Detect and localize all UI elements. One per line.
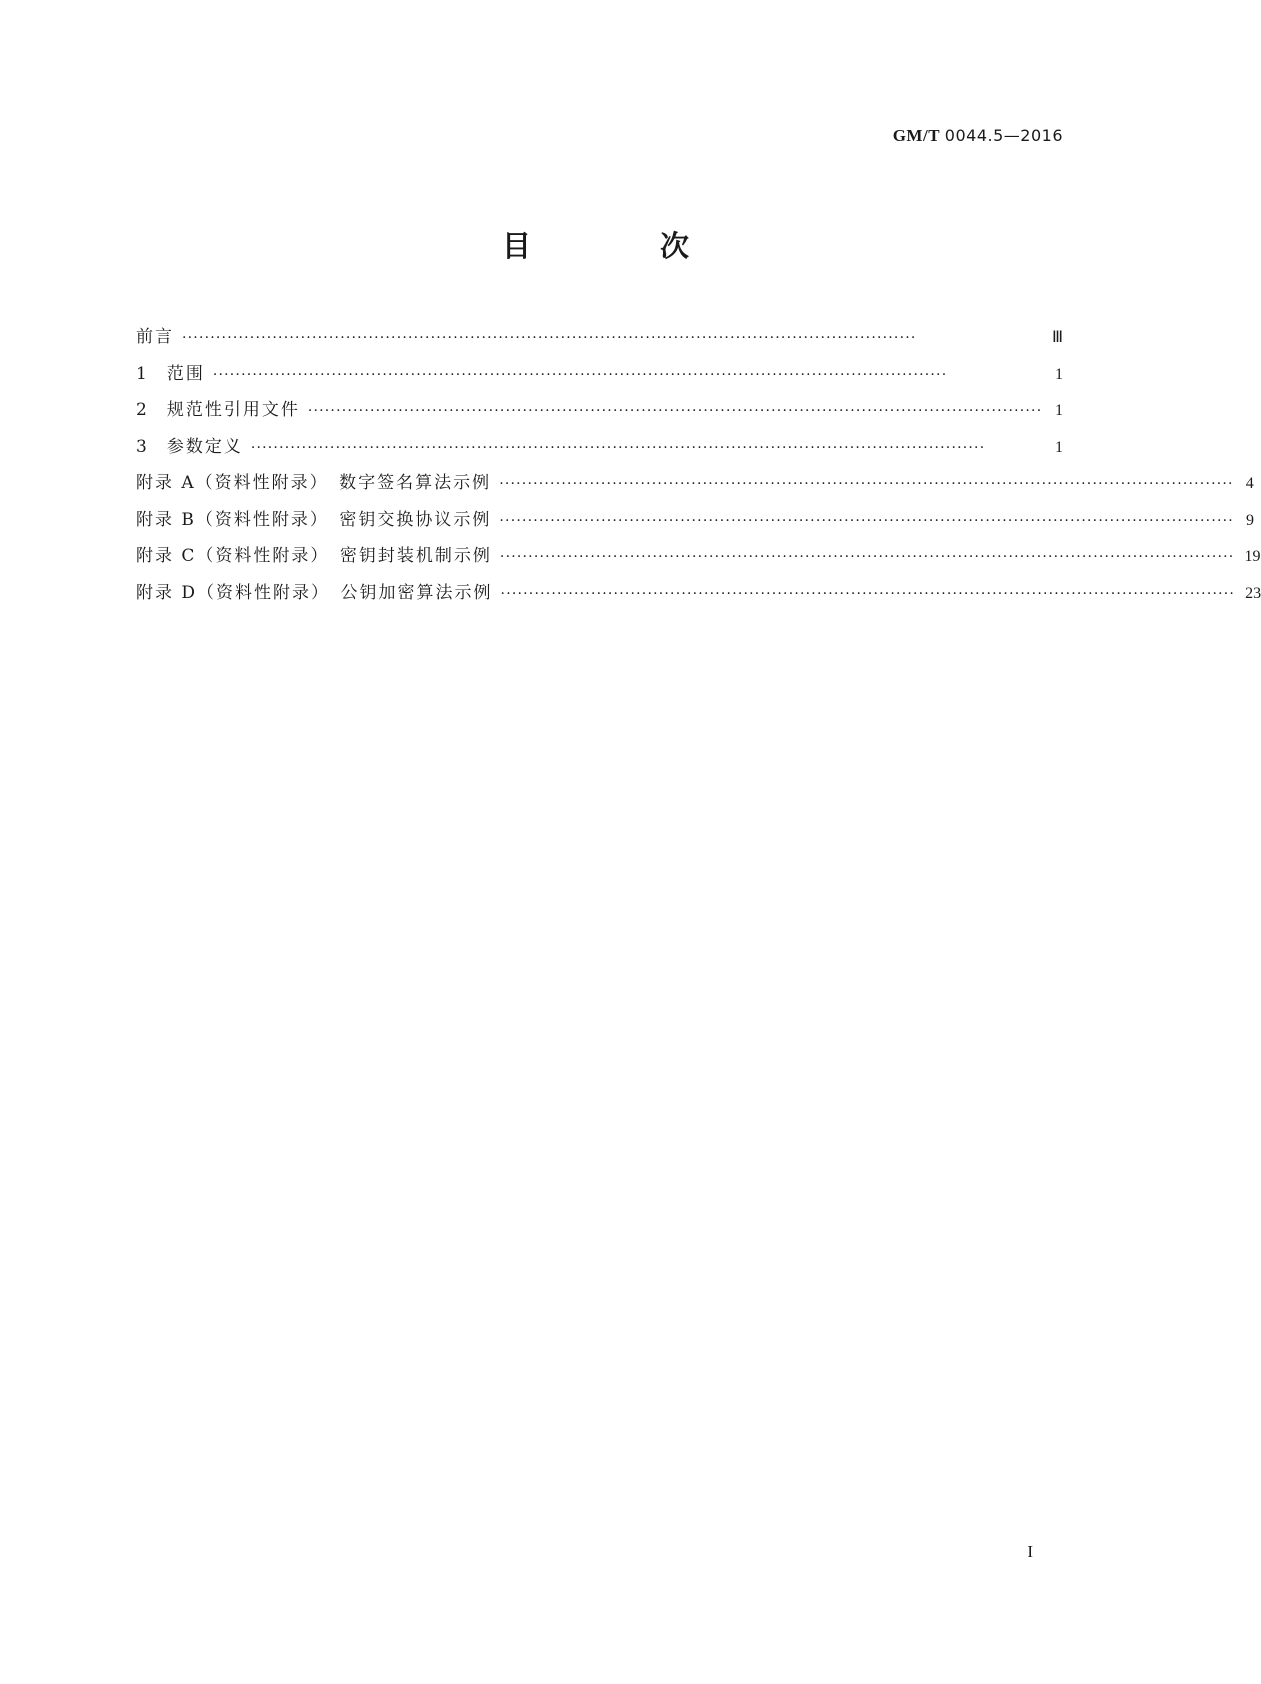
dot-leader: ·································································································································· [212,366,948,383]
standard-number [893,126,1063,146]
toc-entry-appendix-a[interactable] [136,468,1254,505]
toc-entry-label: 前言 [136,327,174,347]
dot-leader: ·································································································································· [500,585,1236,602]
toc-entry-scope[interactable] [136,359,1063,396]
toc-entry-page: 23 [1245,584,1261,602]
dot-leader: ·································································································································· [499,512,1234,529]
dot-leader: ·································································································································· [182,330,917,346]
toc-entry-label: 附录 D（资料性附录） 公钥加密算法示例 [136,582,493,603]
toc-entry-appendix-b[interactable] [136,505,1254,542]
toc-entry-page: 9 [1245,511,1254,529]
toc-entry-label: 3 参数定义 [136,436,243,457]
toc-entry-label: 附录 B（资料性附录） 密钥交换协议示例 [136,509,492,530]
toc-entry-page: 19 [1244,548,1261,565]
toc-entry-page: 1 [1055,402,1063,419]
dot-leader: ·································································································································· [307,403,1043,419]
toc-entry-page: 1 [1055,365,1063,383]
toc-entry-page: 1 [1055,438,1063,456]
standard-code: GM/T [892,126,941,145]
toc-entry-page: Ⅲ [1051,329,1063,346]
toc-entry-label: 附录 C（资料性附录） 密钥封装机制示例 [136,546,492,566]
dot-leader: ·································································································································· [250,439,986,456]
dot-leader: ·································································································································· [499,476,1234,492]
toc-entry-foreword[interactable] [136,322,1063,359]
toc-entry-label: 1 范围 [136,363,205,384]
toc-entry-parameter-definitions[interactable] [136,432,1063,469]
page-number: I [1027,1542,1033,1561]
dot-leader: ·································································································································· [499,549,1235,565]
standard-year-number: 0044.5—2016 [944,126,1063,145]
toc-entry-appendix-c[interactable] [136,541,1261,578]
toc-entry-appendix-d[interactable] [136,578,1261,615]
toc-entry-normative-references[interactable] [136,395,1063,432]
toc-entry-page: 4 [1245,475,1254,492]
toc-title: 目 次 [501,229,739,263]
toc-entry-label: 2 规范性引用文件 [136,400,300,420]
table-of-contents [136,322,1261,614]
toc-entry-label: 附录 A（资料性附录） 数字签名算法示例 [136,473,492,493]
